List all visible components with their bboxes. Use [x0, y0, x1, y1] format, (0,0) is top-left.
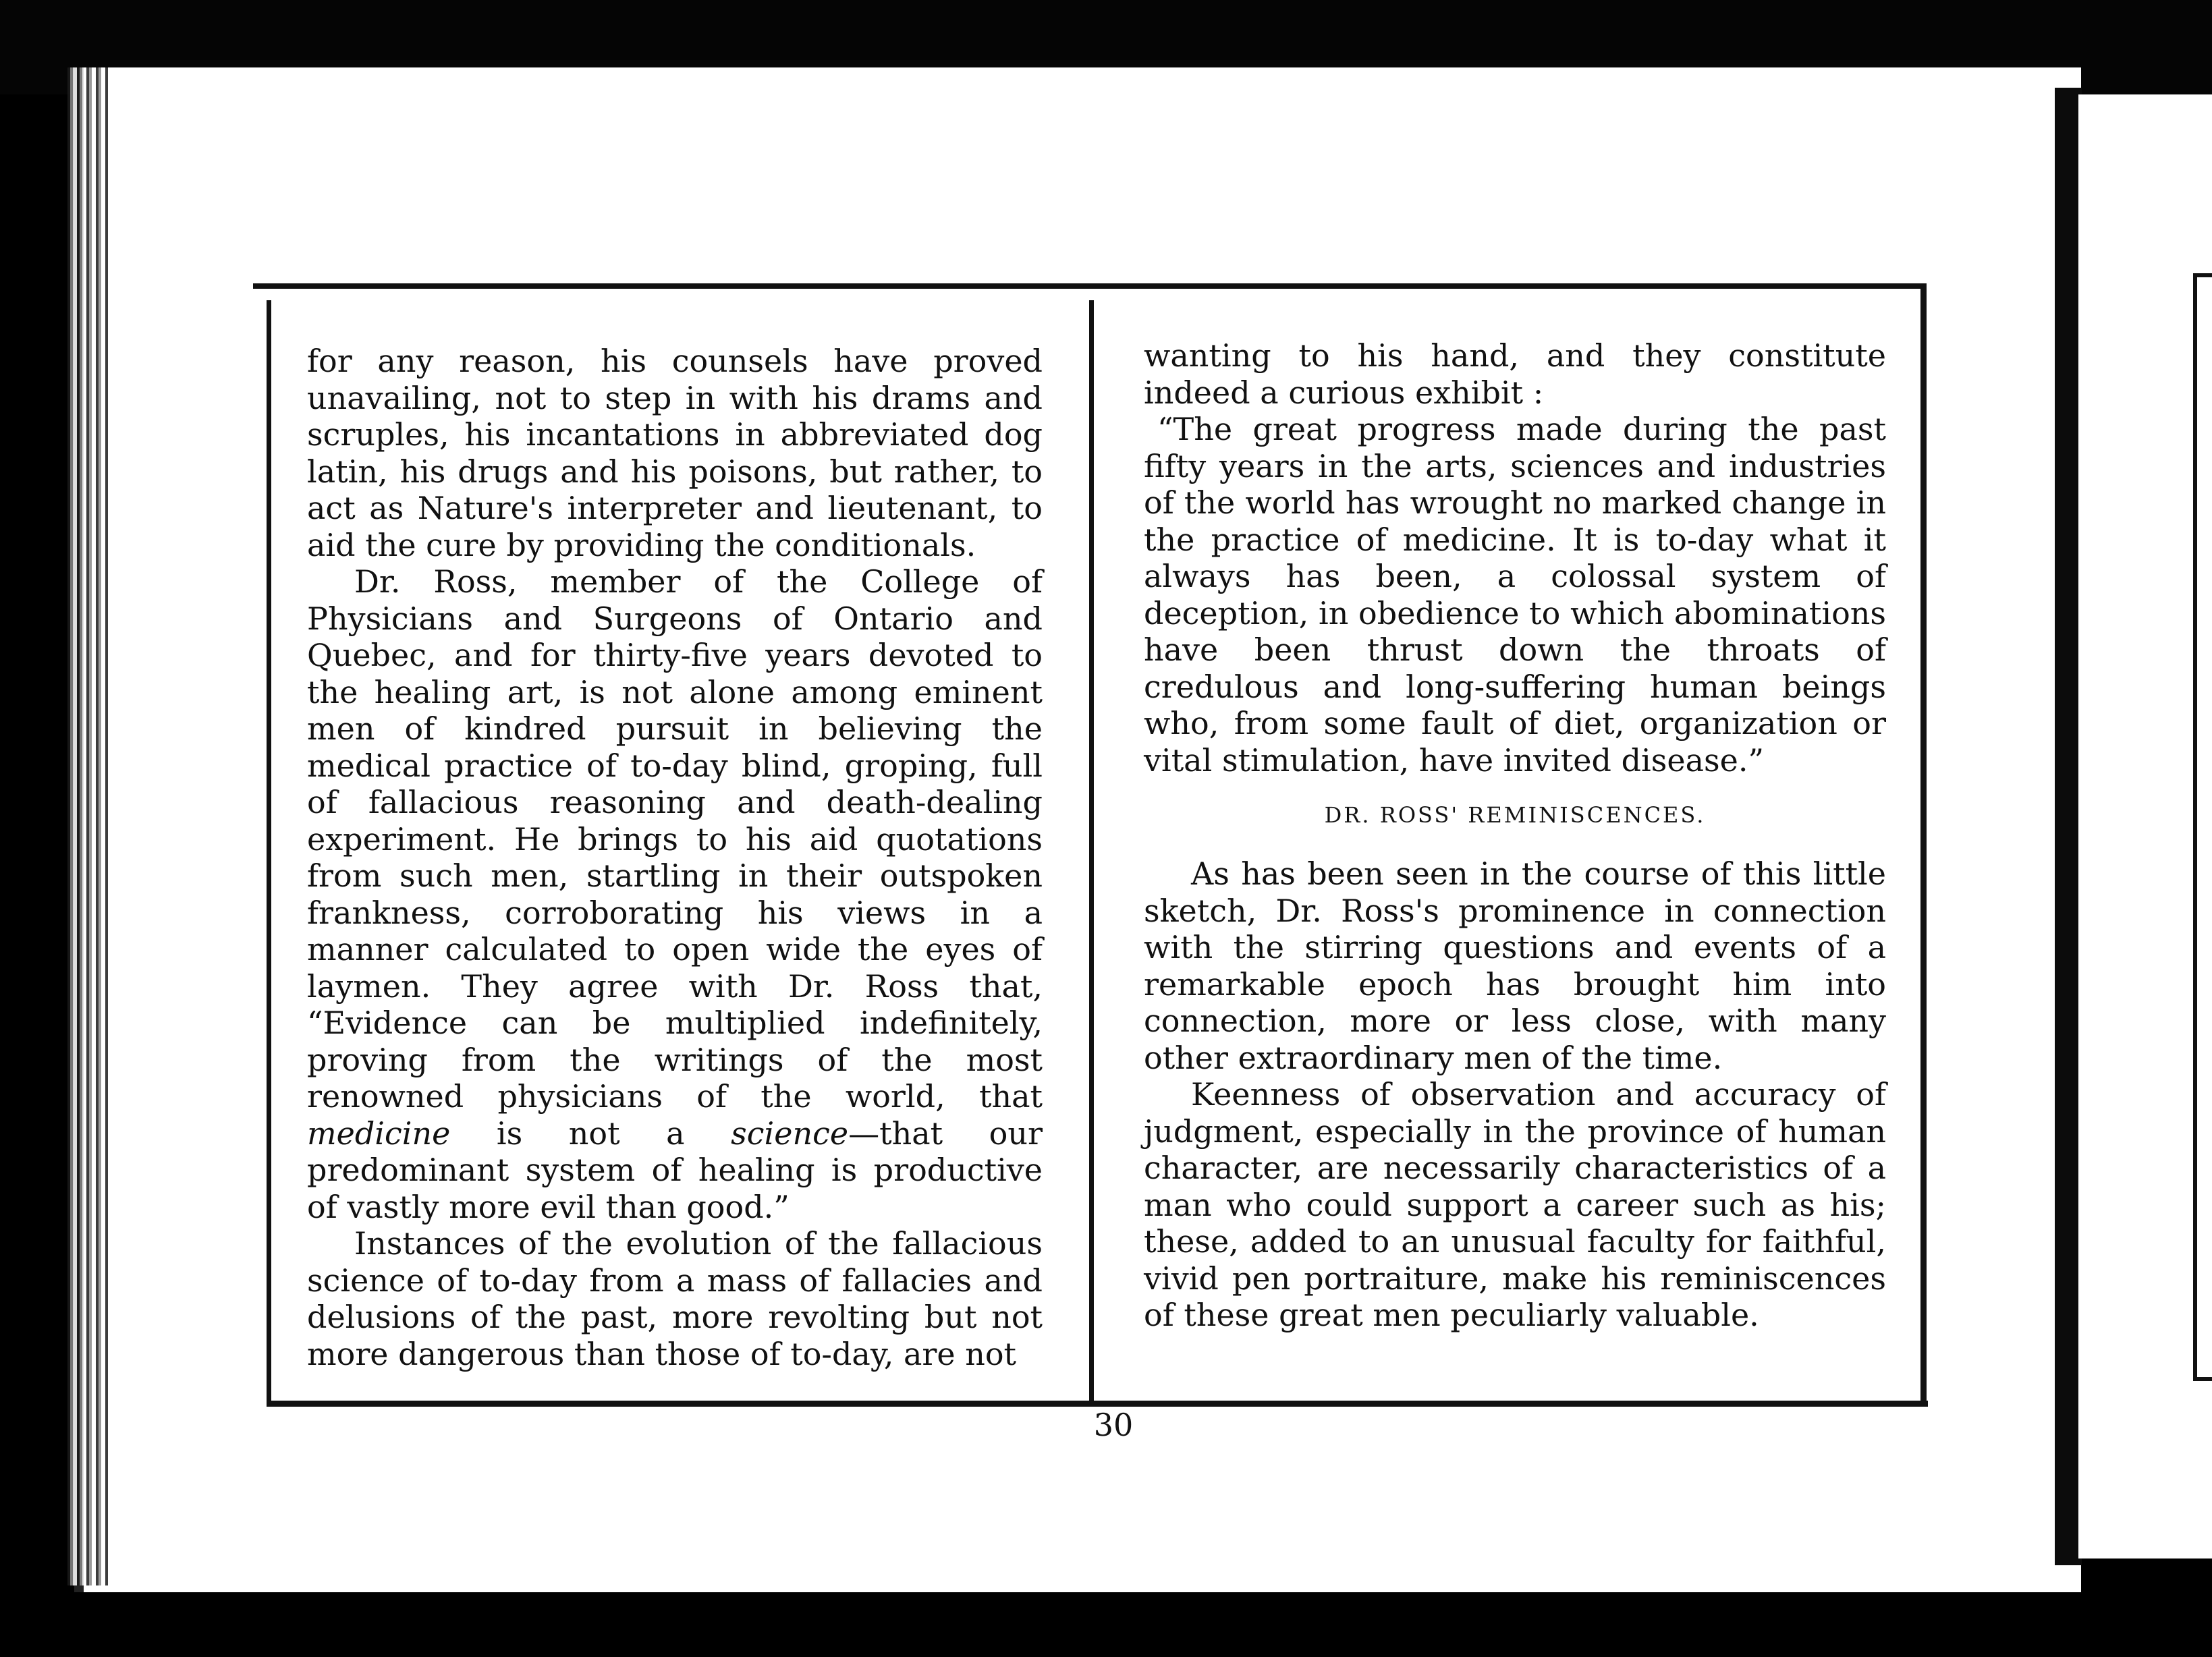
- right-paragraph-1: As has been seen in the course of this little sketch, Dr. Ross's prominence in connection with the stirring questions and events of a remarkable epoch has brought him into connection, more or less close, with many other extraordinary men of the time.: [1144, 855, 1886, 1076]
- section-heading: DR. ROSS' REMINISCENCES.: [1324, 802, 1706, 828]
- page-number: 30: [1093, 1407, 1134, 1443]
- left-paragraph-1: for any reason, his counsels have proved unavailing, not to step in with his drams and scruples, his incantations in abbreviated dog latin, his drugs and his poisons, but rather, to act as Nature's interpreter and lieutenant, to aid the cure by providing the conditionals.: [307, 343, 1043, 563]
- right-paragraph-2: Keenness of observation and accuracy of judgment, especially in the province of human character, are necessarily characteristics of a man who could support a career such as his; these, added to an unusual faculty for faithful, vivid pen portraiture, make his reminiscences of these great men peculiarly valuable.: [1144, 1076, 1886, 1333]
- scan-bottom-border: [0, 1592, 2212, 1657]
- left-paragraph-3: Instances of the evolution of the fallacious science of to-day from a mass of fallacies and delusions of the past, more revolting but not more dangerous than those of to-day, are not: [307, 1225, 1043, 1372]
- column-divider: [1089, 300, 1094, 1407]
- right-column: [1144, 337, 1886, 1334]
- left-column: [307, 343, 1043, 1372]
- right-intro: wanting to his hand, and they constitute indeed a curious exhibit :: [1144, 337, 1886, 411]
- adjacent-page: [2078, 94, 2212, 1558]
- page-binding-edge: [67, 67, 108, 1585]
- left-paragraph-2: Dr. Ross, member of the College of Physicians and Surgeons of Ontario and Quebec, and for thirty-five years devoted to the healing art, is not alone among eminent men of kindred pursuit in believing the medical practice of to-day blind, groping, full of fallacious reasoning and death-dealing experiment. He brings to his aid quotations from such men, startling in their outspoken frankness, corroborating his views in a manner calculated to open wide the eyes of laymen. They agree with Dr. Ross that, “Evidence can be multiplied indefinitely, proving from the writings of the most renowned physicians of the world, that medicine is not a science—that our predominant system of healing is productive of vastly more evil than good.”: [307, 563, 1043, 1225]
- book-gutter: [2055, 88, 2082, 1565]
- adjacent-page-frame: [2193, 273, 2212, 1381]
- right-quote: “The great progress made during the past fifty years in the arts, sciences and industries of the world has wrought no marked change in the practice of medicine. It is to-day what it always has been, a colossal system of deception, in obedience to which abominations have been thrust down the throats of credulous and long-suffering human beings who, from some fault of diet, organization or vital stimulation, have invited disease.”: [1144, 411, 1886, 779]
